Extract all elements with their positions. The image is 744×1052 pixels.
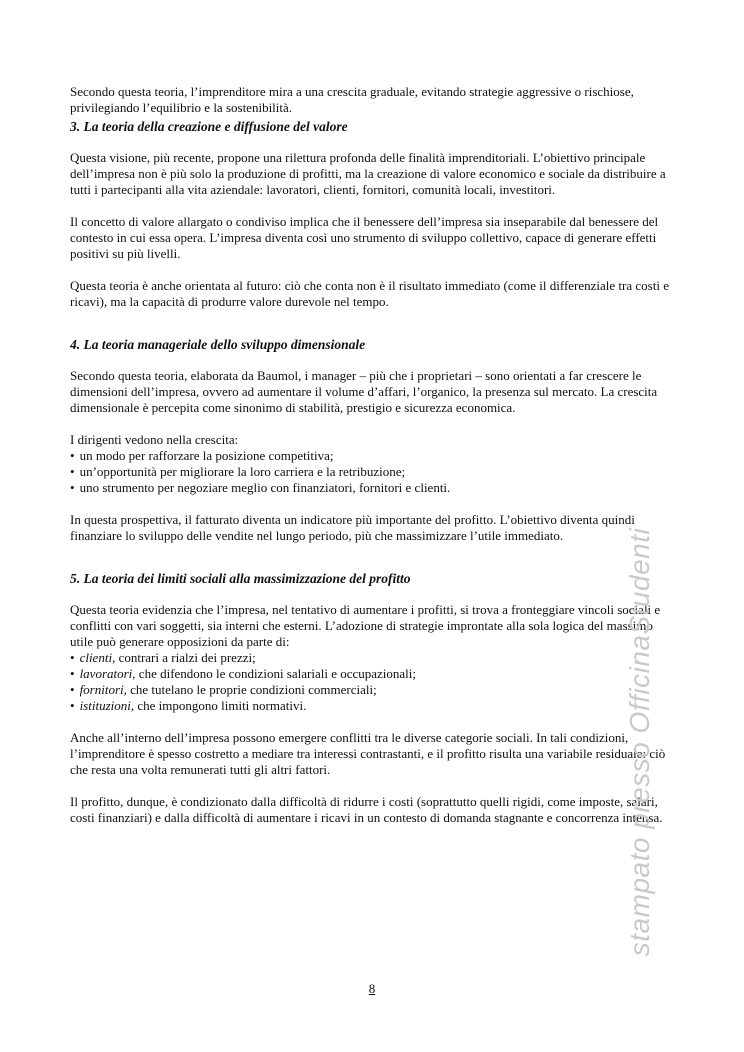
bullet-marker: •: [70, 698, 75, 713]
paragraph: Questa visione, più recente, propone una rilettura profonda delle finalità imprenditoriali. L’obiettivo principale dell’impresa non è più solo la produzione di profitti, ma la creazione di valore economico e sociale da distribuire a tutti i partecipanti alla vita aziendale: lavoratori, clienti, fornitori, comunità locali, investitori.: [70, 150, 666, 197]
section-heading-3: 3. La teoria della creazione e diffusione del valore: [70, 119, 348, 134]
list-item: [70, 480, 677, 496]
list-item-term: clienti: [79, 650, 113, 665]
list-item-term: lavoratori: [79, 666, 133, 681]
list-item-text: , che tutelano le proprie condizioni commerciali;: [123, 682, 377, 697]
bullet-marker: •: [70, 650, 75, 665]
paragraph-intro: Secondo questa teoria, l’imprenditore mira a una crescita graduale, evitando strategie aggressive o rischiose, privilegiando l’equilibrio e la sostenibilità.: [70, 84, 634, 115]
bullet-list-managers: [70, 432, 677, 496]
bullet-marker: •: [70, 682, 75, 697]
list-item-term: istituzioni: [79, 698, 131, 713]
list-item-text: , che difendono le condizioni salariali e occupazionali;: [132, 666, 417, 681]
list-item: [70, 698, 677, 714]
bullet-marker: •: [70, 464, 75, 479]
paragraph: Questa teoria evidenzia che l’impresa, nel tentativo di aumentare i profitti, si trova a fronteggiare vincoli sociali e conflitti con vari soggetti, sia interni che esterni. L’adozione di strategie improntate alla sola logica del massimo utile può generare opposizioni da parte di:: [70, 602, 661, 649]
list-item-text: un modo per rafforzare la posizione competitiva;: [79, 448, 334, 463]
bullet-list-stakeholders: [70, 602, 677, 714]
list-item-text: uno strumento per negoziare meglio con finanziatori, fornitori e clienti.: [79, 480, 451, 495]
list-item: [70, 682, 677, 698]
bullet-marker: •: [70, 480, 75, 495]
list-item: [70, 448, 677, 464]
paragraph: Secondo questa teoria, elaborata da Baumol, i manager – più che i proprietari – sono orientati a far crescere le dimensioni dell’impresa, ovvero ad aumentare il volume d’affari, l’organico, la presenza sul mercato. La crescita dimensionale è percepita come sinonimo di stabilità, prestigio e sicurezza economica.: [70, 368, 658, 415]
paragraph: Questa teoria è anche orientata al futuro: ciò che conta non è il risultato immediato (come il differenziale tra costi e ricavi), ma la capacità di produrre valore durevole nel tempo.: [70, 278, 669, 309]
list-item: [70, 650, 677, 666]
list-item-text: , contrari a rialzi dei prezzi;: [112, 650, 256, 665]
page-footer: [0, 981, 744, 997]
bullet-marker: •: [70, 666, 75, 681]
list-item: [70, 464, 677, 480]
watermark: stampato presso OfficinaStudenti: [624, 527, 655, 957]
page-number: 8: [368, 981, 376, 996]
paragraph: Il profitto, dunque, è condizionato dalla difficoltà di ridurre i costi (soprattutto quelli rigidi, come imposte, salari, costi finanziari) e dalla difficoltà di aumentare i ricavi in un contesto di domanda stagnante e concorrenza intensa.: [70, 794, 663, 825]
list-item-text: , che impongono limiti normativi.: [130, 698, 307, 713]
document-body: [70, 84, 677, 842]
list-item-text: un’opportunità per migliorare la loro carriera e la retribuzione;: [79, 464, 406, 479]
section-heading-5: 5. La teoria dei limiti sociali alla massimizzazione del profitto: [70, 571, 411, 586]
bullet-marker: •: [70, 448, 75, 463]
paragraph: Anche all’interno dell’impresa possono emergere conflitti tra le diverse categorie sociali. In tali condizioni, l’imprenditore è spesso costretto a mediare tra interessi contrastanti, e il profitto risulta una variabile residuale: ciò che resta una volta remunerati tutti gli altri fattori.: [70, 730, 666, 777]
paragraph: In questa prospettiva, il fatturato diventa un indicatore più importante del profitto. L’obiettivo diventa quindi finanziare lo sviluppo delle vendite nel lungo periodo, più che massimizzare l’utile immediato.: [70, 512, 635, 543]
section-heading-4: 4. La teoria manageriale dello sviluppo dimensionale: [70, 337, 366, 352]
paragraph: Il concetto di valore allargato o condiviso implica che il benessere dell’impresa sia inseparabile dal benessere del contesto in cui essa opera. L’impresa diventa così uno strumento di sviluppo collettivo, capace di generare effetti positivi su più livelli.: [70, 214, 659, 261]
list-item-term: fornitori: [79, 682, 124, 697]
list-item: [70, 666, 677, 682]
list-intro: I dirigenti vedono nella crescita:: [70, 432, 239, 447]
